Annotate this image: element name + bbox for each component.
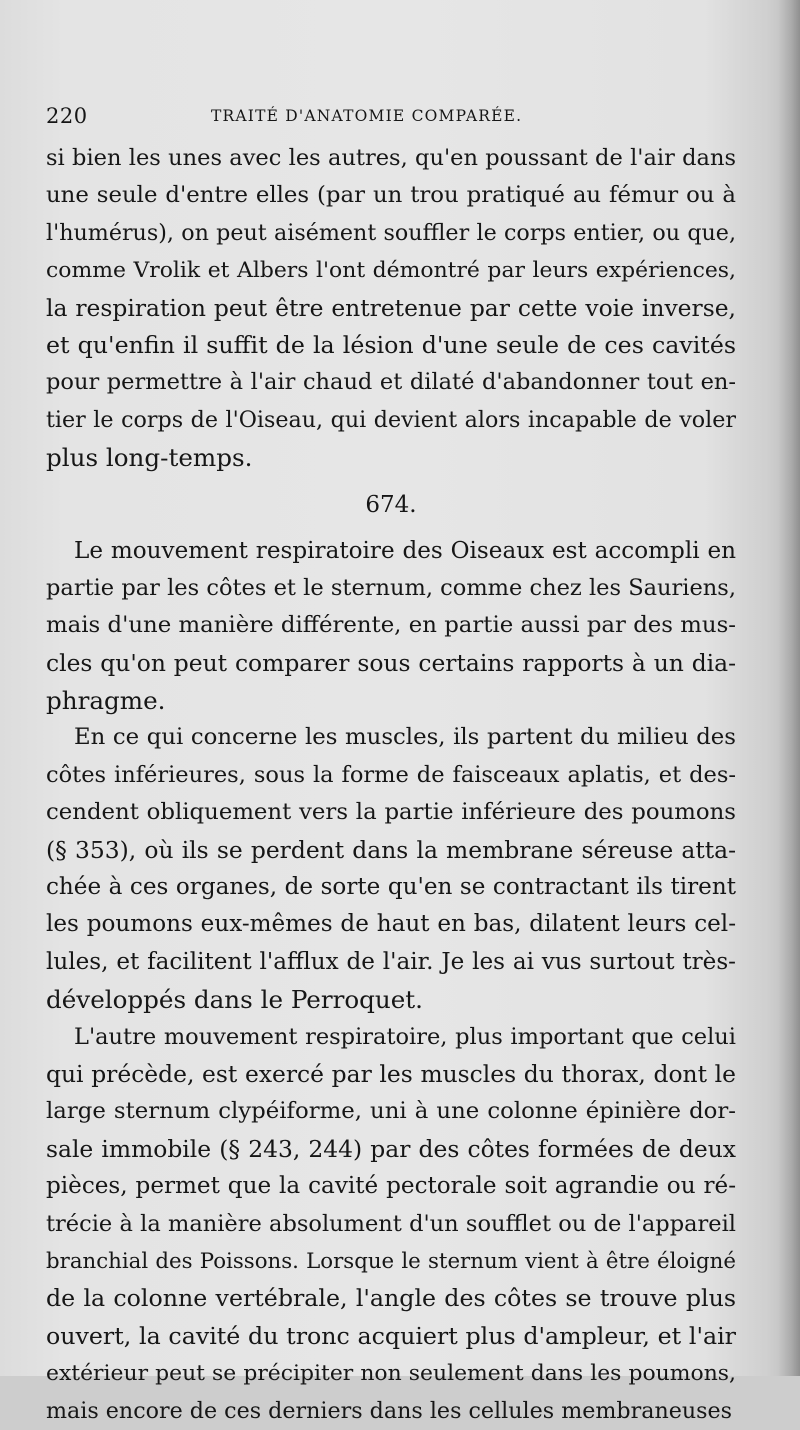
text-line: lules, et facilitent l'afflux de l'air. Je les ai vus surtout très- bbox=[46, 948, 736, 975]
text-line: large sternum clypéiforme, uni à une colonne épinière dor- bbox=[46, 1098, 736, 1125]
text-line: (§ 353), où ils se perdent dans la membrane séreuse atta- bbox=[46, 835, 736, 864]
page-header bbox=[46, 104, 736, 134]
text-line: partie par les côtes et le sternum, comme chez les Sauriens, bbox=[46, 574, 736, 601]
text-line: la respiration peut être entretenue par cette voie inverse, bbox=[46, 293, 736, 322]
text-line: les poumons eux-mêmes de haut en bas, dilatent leurs cel- bbox=[46, 911, 736, 938]
paragraph-muscles bbox=[46, 719, 736, 1018]
text-line: Le mouvement respiratoire des Oiseaux est accompli en bbox=[74, 537, 736, 564]
text-line: une seule d'entre elles (par un trou pratiqué au fémur ou à bbox=[46, 182, 736, 209]
page-body bbox=[46, 140, 736, 1430]
text-line: pièces, permet que la cavité pectorale soit agrandie ou ré- bbox=[46, 1173, 736, 1200]
text-line: ouvert, la cavité du tronc acquiert plus d'ampleur, et l'air bbox=[46, 1321, 736, 1350]
text-line: mais encore de ces derniers dans les cellules membraneuses bbox=[46, 1397, 733, 1424]
paragraph-thorax bbox=[46, 1019, 736, 1430]
text-line: développés dans le Perroquet. bbox=[46, 985, 423, 1015]
section-number: 674. bbox=[365, 491, 417, 518]
text-line: cendent obliquement vers la partie inférieure des poumons bbox=[46, 799, 736, 826]
paragraph-respiratory-movement bbox=[46, 533, 736, 720]
running-head: TRAITÉ D'ANATOMIE COMPARÉE. bbox=[211, 107, 523, 125]
page-edge-shadow bbox=[778, 0, 800, 1376]
text-line: comme Vrolik et Albers l'ont démontré par leurs expériences, bbox=[46, 258, 736, 284]
page-number: 220 bbox=[46, 104, 88, 128]
paragraph-continuation bbox=[46, 140, 736, 477]
text-line: phragme. bbox=[46, 686, 166, 716]
text-line: si bien les unes avec les autres, qu'en poussant de l'air dans bbox=[46, 145, 736, 171]
text-line: côtes inférieures, sous la forme de faisceaux aplatis, et des- bbox=[46, 761, 736, 788]
text-line: chée à ces organes, de sorte qu'en se contractant ils tirent bbox=[46, 874, 736, 901]
text-line: extérieur peut se précipiter non seulement dans les poumons, bbox=[46, 1361, 736, 1387]
text-line: l'humérus), on peut aisément souffler le corps entier, ou que, bbox=[46, 219, 736, 246]
text-line: qui précède, est exercé par les muscles du thorax, dont le bbox=[46, 1059, 736, 1088]
text-line: de la colonne vertébrale, l'angle des côtes se trouve plus bbox=[46, 1284, 736, 1313]
text-line: plus long-temps. bbox=[46, 443, 253, 473]
text-line: pour permettre à l'air chaud et dilaté d'abandonner tout en- bbox=[46, 369, 736, 396]
text-line: mais d'une manière différente, en partie aussi par des mus- bbox=[46, 612, 736, 639]
text-line: branchial des Poissons. Lorsque le sternum vient à être éloigné bbox=[46, 1248, 736, 1274]
text-line: et qu'enfin il suffit de la lésion d'une seule de ces cavités bbox=[46, 330, 736, 359]
text-line: L'autre mouvement respiratoire, plus important que celui bbox=[74, 1023, 736, 1050]
text-line: En ce qui concerne les muscles, ils partent du milieu des bbox=[74, 724, 736, 751]
text-line: tier le corps de l'Oiseau, qui devient alors incapable de voler bbox=[46, 406, 736, 433]
text-line: sale immobile (§ 243, 244) par des côtes formées de deux bbox=[46, 1134, 736, 1163]
text-line: trécie à la manière absolument d'un soufflet ou de l'appareil bbox=[46, 1210, 736, 1237]
text-line: cles qu'on peut comparer sous certains rapports à un dia- bbox=[46, 648, 736, 677]
